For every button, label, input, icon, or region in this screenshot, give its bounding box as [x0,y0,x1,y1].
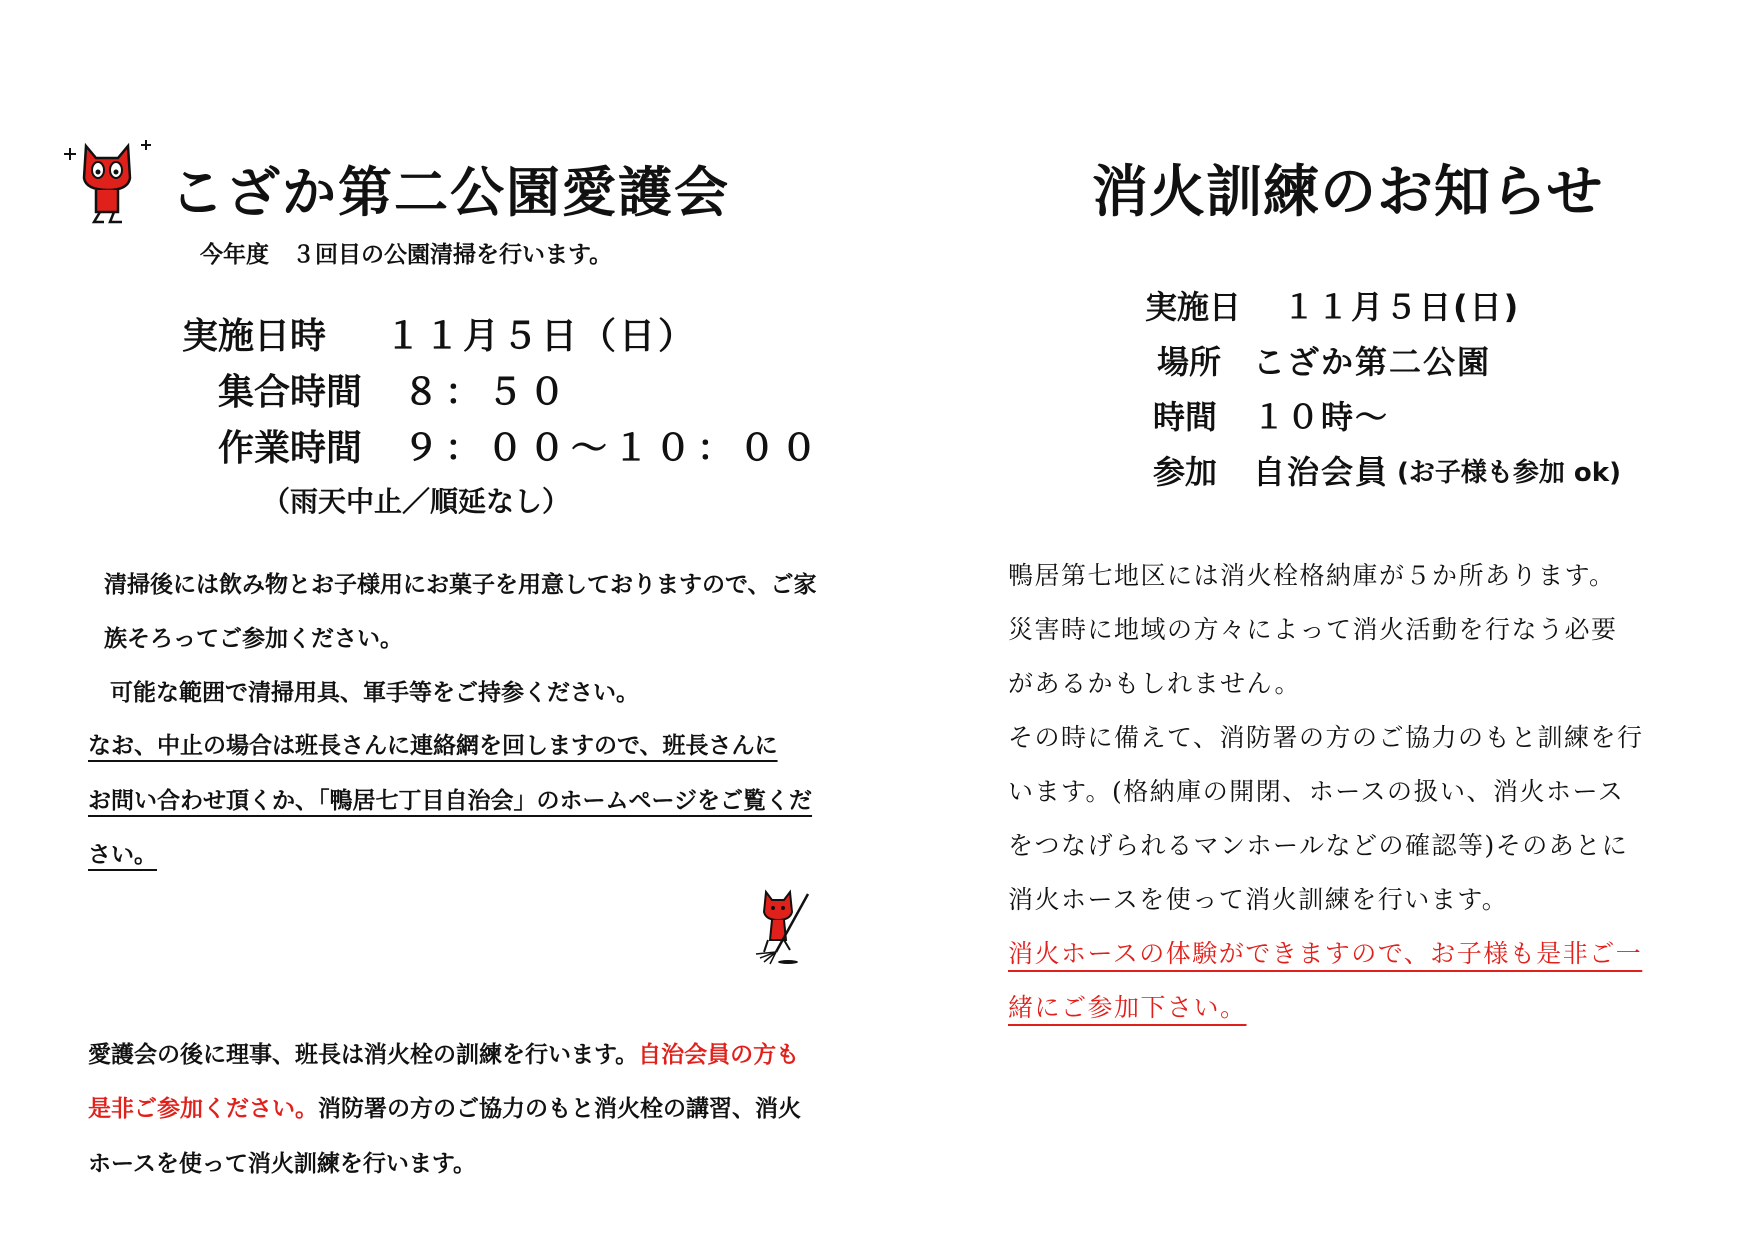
right-paragraph-line: 消火ホースを使って消火訓練を行います。 [1008,885,1509,914]
left-intro: 今年度 ３回目の公園清掃を行います。 [200,242,613,268]
red-cat-mascot-icon [62,134,154,226]
left-bottom-text: 消防署の方のご協力のもと消火栓の講習、消火 [318,1096,801,1122]
right-place-value: こざか第二公園 [1253,343,1492,381]
cat-with-broom-icon [748,886,820,966]
left-date-value: １１月５日（日） [385,316,698,357]
left-gather-label: 集合時間 [218,372,363,413]
right-time-label: 時間 [1153,398,1218,436]
right-time-value: １０時～ [1253,398,1390,436]
left-paragraph-line: さい。 [88,842,157,868]
left-work-value: ９：００～１０：００ [403,428,824,469]
right-paragraph-line: があるかもしれません。 [1008,669,1302,698]
right-date-value: １１月５日(日) [1283,288,1521,326]
left-rain-note: （雨天中止／順延なし） [262,485,571,518]
right-join-note: (お子様も参加 ok) [1397,458,1621,488]
left-date-label: 実施日時 [182,316,327,357]
right-date-label: 実施日 [1145,288,1242,326]
right-red-line: 消火ホースの体験ができますので、お子様も是非ご一 [1008,939,1643,968]
right-red-line: 緒にご参加下さい。 [1008,993,1247,1022]
right-title: 消火訓練のお知らせ [1092,160,1604,225]
left-paragraph-line: 可能な範囲で清掃用具、軍手等をご持参ください。 [110,680,639,706]
left-paragraph-line: 清掃後には飲み物とお子様用にお菓子を用意しておりますので、ご家 [104,572,817,598]
left-bottom-line [88,1090,801,1123]
left-paragraph-line: なお、中止の場合は班長さんに連絡網を回しますので、班長さんに [88,733,778,759]
left-bottom-red-text: 是非ご参加ください。 [88,1096,318,1122]
right-paragraph-line: 災害時に地域の方々によって消火活動を行なう必要 [1008,615,1618,644]
left-title: こざか第二公園愛護会 [170,161,730,224]
right-join-label: 参加 [1153,453,1218,491]
left-bottom-line: ホースを使って消火訓練を行います。 [88,1151,477,1177]
right-paragraph-line: います。(格納庫の開閉、ホースの扱い、消火ホース [1008,777,1625,806]
left-paragraph-line: 族そろってご参加ください。 [104,626,403,652]
left-gather-value: ８：５０ [403,372,572,413]
left-bottom-text: 愛護会の後に理事、班長は消火栓の訓練を行います。 [88,1042,639,1068]
left-paragraph-line: お問い合わせ頂くか、「鴨居七丁目自治会」のホームページをご覧くだ [88,788,813,814]
right-paragraph-line: 鴨居第七地区には消火栓格納庫が５か所あります。 [1008,561,1616,590]
left-bottom-red-text: 自治会員の方も [638,1042,800,1068]
left-work-label: 作業時間 [218,428,363,469]
left-bottom-line [88,1036,799,1069]
right-paragraph-line: その時に備えて、消防署の方のご協力のもと訓練を行 [1008,723,1644,752]
right-join-value: 自治会員 [1253,453,1390,491]
right-paragraph-line: をつなげられるマンホールなどの確認等)そのあとに [1008,831,1629,860]
right-place-label: 場所 [1157,343,1222,381]
